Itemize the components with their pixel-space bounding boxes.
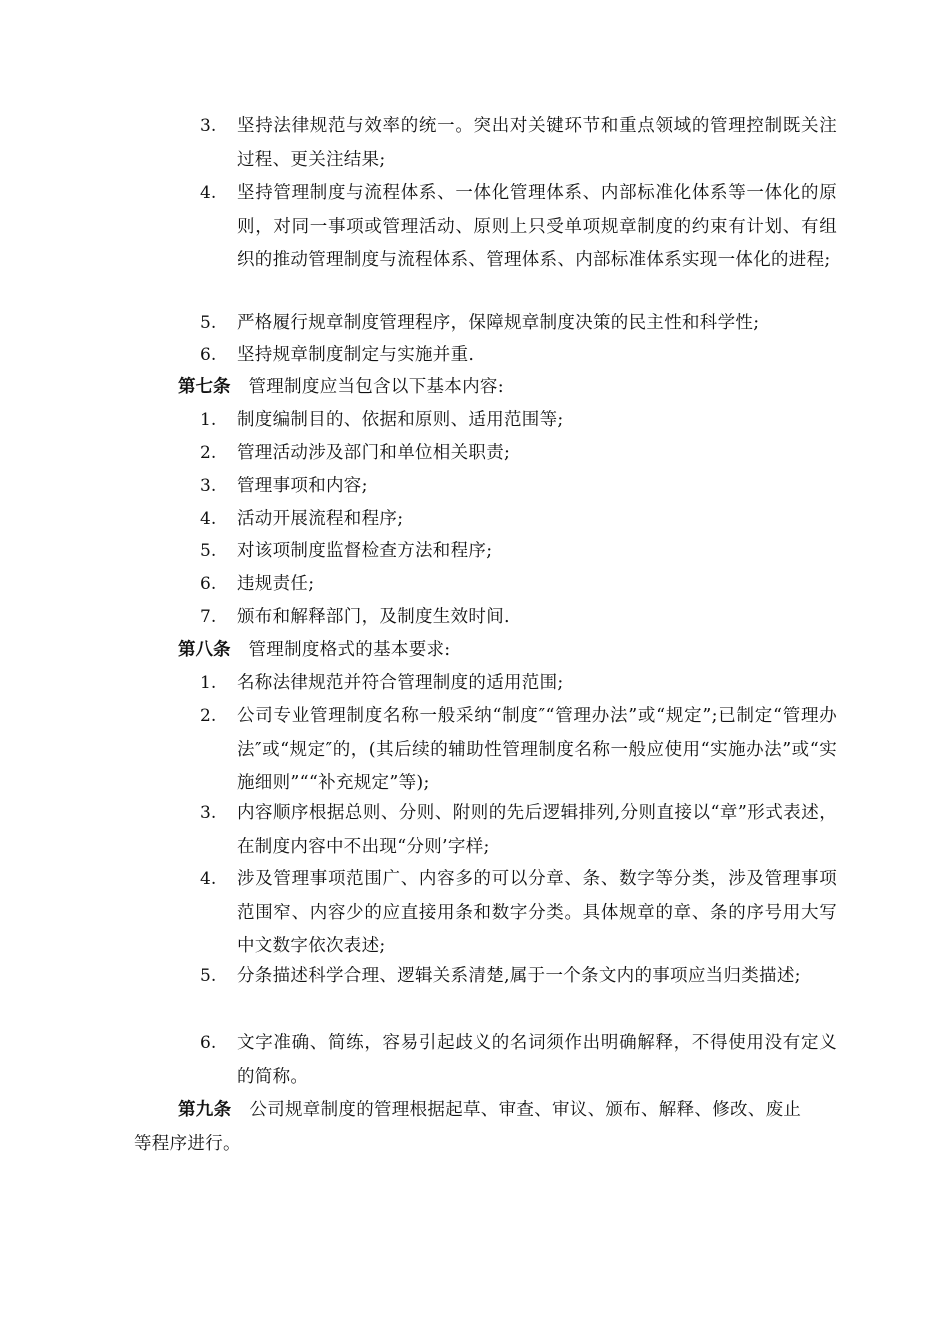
- list-item-number: 2.: [200, 706, 217, 726]
- list-item-number: 6.: [200, 345, 217, 365]
- list-item-text: 活动开展流程和程序;: [237, 509, 404, 529]
- article-text: 公司规章制度的管理根据起草、审查、审议、颁布、解释、修改、废止等程序进行。: [134, 1100, 802, 1154]
- list-item-text: 对该项制度监督检查方法和程序;: [237, 541, 493, 561]
- article-number: 第九条: [178, 1100, 232, 1120]
- list-item-text: 名称法律规范并符合管理制度的适用范围;: [237, 673, 564, 693]
- list-item-number: 1.: [200, 673, 217, 693]
- list-item-text: 坚持法律规范与效率的统一。突出对关键环节和重点领域的管理控制既关注过程、更关注结果;: [237, 116, 837, 170]
- list-item-text: 分条描述科学合理、逻辑关系清楚,属于一个条文内的事项应当归类描述;: [237, 966, 801, 986]
- article-text: 管理制度格式的基本要求:: [248, 640, 451, 660]
- list-item-text: 涉及管理事项范围广、内容多的可以分章、条、数字等分类，涉及管理事项范围窄、内容少的应直接用条和数字分类。具体规章的章、条的序号用大写中文数字依次表述;: [237, 869, 837, 956]
- article-number: 第七条: [178, 377, 231, 397]
- article-text: 管理制度应当包含以下基本内容:: [248, 377, 504, 397]
- list-item-text: 坚持规章制度制定与实施并重.: [237, 345, 475, 365]
- list-item-text: 内容顺序根据总则、分则、附则的先后逻辑排列,分则直接以“章”形式表述，在制度内容中不出现“分则’字样;: [237, 803, 837, 857]
- list-item-text: 公司专业管理制度名称一般采纳“制度″“管理办法”或“规定”;已制定“管理办法″或“规定″的，(其后续的辅助性管理制度名称一般应使用“实施办法”或“实施细则”““补充规定”等);: [237, 706, 837, 793]
- list-item-text: 制度编制目的、依据和原则、适用范围等;: [237, 410, 564, 430]
- list-item-number: 4.: [200, 183, 217, 203]
- list-item-number: 5.: [200, 541, 217, 561]
- list-item-text: 管理活动涉及部门和单位相关职责;: [237, 443, 511, 463]
- list-item-text: 文字准确、简练，容易引起歧义的名词须作出明确解释，不得使用没有定义的简称。: [237, 1033, 837, 1087]
- list-item-number: 2.: [200, 443, 217, 463]
- list-item-text: 违规责任;: [237, 574, 315, 594]
- list-item-number: 3.: [200, 476, 217, 496]
- list-item-number: 6.: [200, 1033, 217, 1053]
- article-9-paragraph: [134, 1094, 816, 1161]
- list-item-number: 6.: [200, 574, 217, 594]
- article-8-heading: [178, 634, 818, 668]
- list-item-text: 坚持管理制度与流程体系、一体化管理体系、内部标准化体系等一体化的原则，对同一事项或管理活动、原则上只受单项规章制度的约束有计划、有组织的推动管理制度与流程体系、管理体系、内部标准体系实现一体化的进程;: [237, 183, 837, 270]
- list-item-number: 5.: [200, 966, 217, 986]
- list-item-text: 管理事项和内容;: [237, 476, 368, 496]
- list-item-number: 1.: [200, 410, 217, 430]
- article-number: 第八条: [178, 640, 231, 660]
- list-item-number: 3.: [200, 116, 217, 136]
- list-item-number: 4.: [200, 509, 217, 529]
- list-item-number: 3.: [200, 803, 217, 823]
- list-item-number: 4.: [200, 869, 217, 889]
- list-item-number: 5.: [200, 313, 217, 333]
- article-7-heading: [178, 371, 818, 405]
- list-item-number: 7.: [200, 607, 217, 627]
- list-item-text: 严格履行规章制度管理程序，保障规章制度决策的民主性和科学性;: [237, 313, 760, 333]
- list-item-text: 颁布和解释部门，及制度生效时间.: [237, 607, 510, 627]
